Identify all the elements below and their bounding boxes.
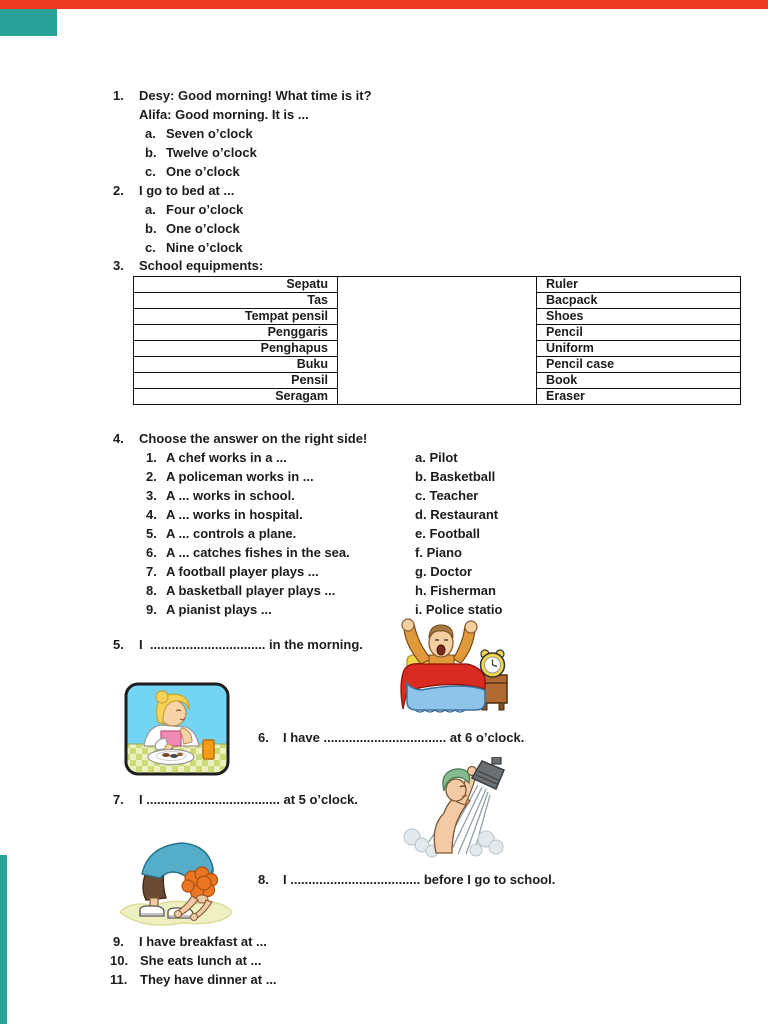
table-cell-right: Book — [537, 373, 741, 389]
table-cell-left: Penggaris — [134, 325, 338, 341]
teal-corner-block — [0, 9, 57, 36]
q11-line: 11. They have dinner at ... — [110, 972, 277, 987]
table-cell-middle-blank — [338, 277, 537, 405]
q4-item: 1. A chef works in a ... — [146, 450, 287, 465]
q4-item: 7. A football player plays ... — [146, 564, 319, 579]
equipment-table — [133, 276, 741, 405]
q4-answer: i. Police statio — [415, 602, 503, 617]
top-red-bar — [0, 0, 768, 9]
shower-illustration — [400, 757, 510, 863]
q4-answer: f. Piano — [415, 545, 462, 560]
table-cell-left: Tas — [134, 293, 338, 309]
teal-left-strip — [0, 855, 7, 1024]
q1-option-c: c. One o’clock — [145, 164, 240, 179]
q4-item: 9. A pianist plays ... — [146, 602, 272, 617]
q4-item: 6. A ... catches fishes in the sea. — [146, 545, 350, 560]
q4-answer: g. Doctor — [415, 564, 473, 579]
table-cell-right: Shoes — [537, 309, 741, 325]
q7-line: 7. I ..................................... at 5 o’clock. — [113, 792, 358, 807]
table-cell-left: Pensil — [134, 373, 338, 389]
q4-item: 8. A basketball player plays ... — [146, 583, 336, 598]
q6-line: 6. I have .................................. at 6 o’clock. — [258, 730, 525, 745]
q4-item: 3. A ... works in school. — [146, 488, 295, 503]
table-cell-right: Pencil case — [537, 357, 741, 373]
q4-answer: e. Football — [415, 526, 481, 541]
q2-option-c: c. Nine o’clock — [145, 240, 243, 255]
q2-option-a: a. Four o’clock — [145, 202, 244, 217]
q1-line2: Alifa: Good morning. It is ... — [139, 107, 309, 122]
wake-up-illustration — [393, 617, 515, 723]
tying-shoes-illustration — [112, 826, 238, 934]
table-cell-right: Bacpack — [537, 293, 741, 309]
table-cell-right: Uniform — [537, 341, 741, 357]
q2-prompt: 2. I go to bed at ... — [113, 183, 235, 198]
q4-answer: d. Restaurant — [415, 507, 499, 522]
table-cell-right: Pencil — [537, 325, 741, 341]
table-cell-left: Buku — [134, 357, 338, 373]
q4-answer: b. Basketball — [415, 469, 496, 484]
q1-option-a: a. Seven o’clock — [145, 126, 253, 141]
q4-item: 5. A ... controls a plane. — [146, 526, 297, 541]
table-cell-left: Sepatu — [134, 277, 338, 293]
q1-option-b: b. Twelve o’clock — [145, 145, 257, 160]
q8-line: 8. I .................................... before I go to school. — [258, 872, 556, 887]
q1-number: 1. — [113, 88, 124, 103]
q4-prompt: 4. Choose the answer on the right side! — [113, 431, 368, 446]
q9-line: 9. I have breakfast at ... — [113, 934, 267, 949]
table-cell-left: Seragam — [134, 389, 338, 405]
q3-prompt: 3. School equipments: — [113, 258, 264, 273]
table-cell-right: Eraser — [537, 389, 741, 405]
q2-option-b: b. One o’clock — [145, 221, 240, 236]
q1-line1: 1. Desy: Good morning! What time is it? — [113, 88, 372, 103]
q4-answer: a. Pilot — [415, 450, 458, 465]
q4-item: 2. A policeman works in ... — [146, 469, 314, 484]
breakfast-illustration — [124, 682, 230, 776]
table-cell-left: Tempat pensil — [134, 309, 338, 325]
q4-answer: h. Fisherman — [415, 583, 496, 598]
q4-item: 4. A ... works in hospital. — [146, 507, 303, 522]
table-cell-left: Penghapus — [134, 341, 338, 357]
table-cell-right: Ruler — [537, 277, 741, 293]
q4-answer: c. Teacher — [415, 488, 479, 503]
q5-line: 5. I ................................ in the morning. — [113, 637, 363, 652]
q10-line: 10. She eats lunch at ... — [110, 953, 262, 968]
table-row — [134, 277, 741, 293]
